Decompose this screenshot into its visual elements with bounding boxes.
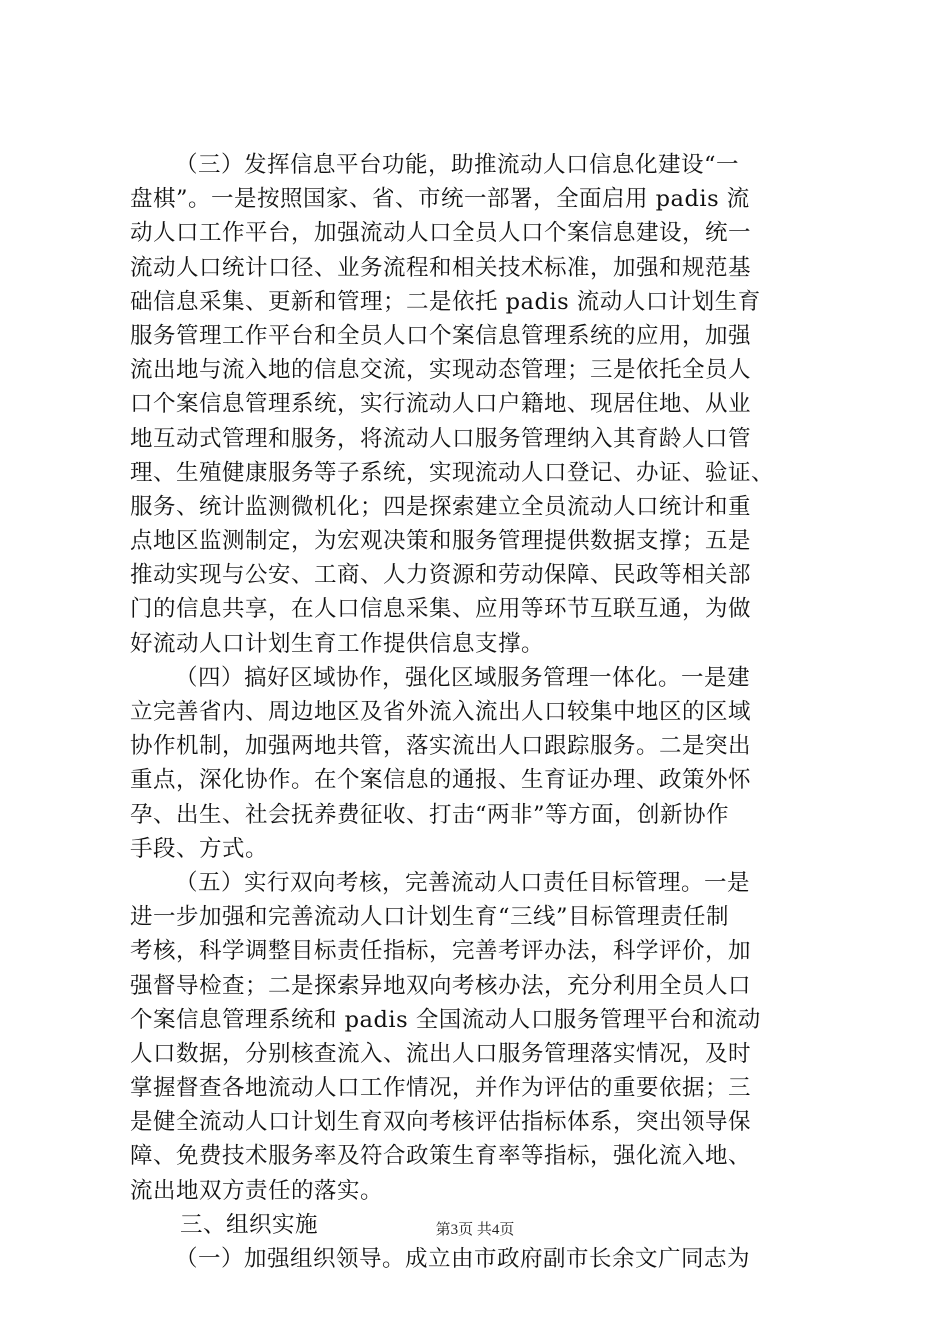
text-line: 孕、出生、社会抚养费征收、打击“两非”等方面，创新协作 [130, 801, 730, 828]
text-line: 础信息采集、更新和管理；二是依托 padis 流动人口计划生育 [130, 288, 761, 315]
text-line: 流动人口统计口径、业务流程和相关技术标准，加强和规范基 [130, 254, 752, 281]
text-line: 障、免费技术服务率及符合政策生育率等指标，强化流入地、 [130, 1143, 752, 1170]
text-line: 强督导检查；二是探索异地双向考核办法，充分利用全员人口 [130, 972, 752, 999]
text-line: 是健全流动人口计划生育双向考核评估指标体系，突出领导保 [130, 1109, 752, 1136]
text-line: 理、生殖健康服务等子系统，实现流动人口登记、办证、验证、 [130, 459, 775, 486]
text-line: 推动实现与公安、工商、人力资源和劳动保障、民政等相关部 [130, 562, 752, 589]
text-line: 口个案信息管理系统，实行流动人口户籍地、现居住地、从业 [130, 391, 752, 418]
text-line: 动人口工作平台，加强流动人口全员人口个案信息建设，统一 [130, 220, 752, 247]
text-line: （四）搞好区域协作，强化区域服务管理一体化。一是建 [175, 664, 751, 691]
page-number-footer: 第3页 共4页 [435, 1222, 515, 1238]
text-line: 掌握督查各地流动人口工作情况，并作为评估的重要依据；三 [130, 1075, 752, 1102]
text-line: 盘棋”。一是按照国家、省、市统一部署，全面启用 padis 流 [130, 186, 750, 213]
text-line: 人口数据，分别核查流入、流出人口服务管理落实情况，及时 [130, 1040, 752, 1067]
text-line: 协作机制，加强两地共管，落实流出人口跟踪服务。二是突出 [130, 733, 752, 760]
text-line: 手段、方式。 [130, 835, 269, 862]
document-body [130, 148, 830, 1276]
text-line: 地互动式管理和服务，将流动人口服务管理纳入其育龄人口管 [130, 425, 752, 452]
text-line: （五）实行双向考核，完善流动人口责任目标管理。一是 [175, 869, 751, 896]
section-heading: 三、组织实施 [180, 1211, 319, 1238]
text-line: 考核，科学调整目标责任指标，完善考评办法，科学评价，加 [130, 938, 752, 965]
text-line: 进一步加强和完善流动人口计划生育“三线”目标管理责任制 [130, 904, 730, 931]
text-line: （三）发挥信息平台功能，助推流动人口信息化建设“一 [175, 152, 740, 178]
text-line: 重点，深化协作。在个案信息的通报、生育证办理、政策外怀 [130, 767, 752, 794]
text-line: 流出地与流入地的信息交流，实现动态管理；三是依托全员人 [130, 357, 752, 384]
text-line: 门的信息共享，在人口信息采集、应用等环节互联互通，为做 [130, 596, 752, 623]
text-line: 好流动人口计划生育工作提供信息支撑。 [130, 630, 545, 657]
text-line: 流出地双方责任的落实。 [130, 1177, 384, 1204]
text-line: 服务管理工作平台和全员人口个案信息管理系统的应用，加强 [130, 322, 752, 349]
text-line: 服务、统计监测微机化；四是探索建立全员流动人口统计和重 [130, 493, 752, 520]
text-line: 个案信息管理系统和 padis 全国流动人口服务管理平台和流动 [130, 1006, 761, 1033]
text-line: 点地区监测制定，为宏观决策和服务管理提供数据支撑；五是 [130, 528, 752, 555]
text-line: （一）加强组织领导。成立由市政府副市长余文广同志为 [175, 1246, 751, 1272]
text-line: 立完善省内、周边地区及省外流入流出人口较集中地区的区域 [130, 699, 752, 725]
